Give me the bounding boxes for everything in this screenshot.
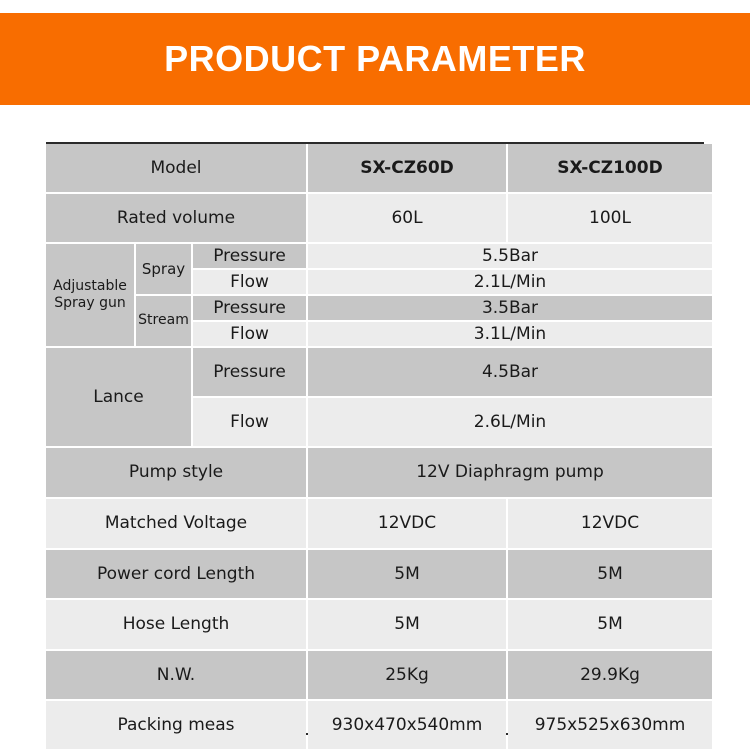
spray-flow-value: 2.1L/Min <box>308 270 712 294</box>
stream-pressure-value: 3.5Bar <box>308 296 712 320</box>
packing-meas-label: Packing meas <box>46 701 306 749</box>
net-weight-label: N.W. <box>46 651 306 699</box>
pump-style-label: Pump style <box>46 448 306 497</box>
spray-mode-label: Spray <box>136 244 191 294</box>
title-banner <box>0 13 750 105</box>
matched-voltage-label: Matched Voltage <box>46 499 306 548</box>
hose-length-label: Hose Length <box>46 600 306 649</box>
model-value-1: SX-CZ60D <box>308 144 506 192</box>
hose-length-value-2: 5M <box>508 600 712 649</box>
rated-volume-value-2: 100L <box>508 194 712 242</box>
lance-flow-label: Flow <box>193 398 306 446</box>
stream-flow-value: 3.1L/Min <box>308 322 712 346</box>
power-cord-label: Power cord Length <box>46 550 306 598</box>
page-title: PRODUCT PARAMETER <box>164 38 586 79</box>
parameter-table <box>46 142 704 735</box>
net-weight-value-2: 29.9Kg <box>508 651 712 699</box>
packing-meas-value-2: 975x525x630mm <box>508 701 712 749</box>
power-cord-value-1: 5M <box>308 550 506 598</box>
matched-voltage-value-2: 12VDC <box>508 499 712 548</box>
spray-pressure-label: Pressure <box>193 244 306 268</box>
stream-mode-label: Stream <box>136 296 191 346</box>
packing-meas-value-1: 930x470x540mm <box>308 701 506 749</box>
model-value-2: SX-CZ100D <box>508 144 712 192</box>
lance-flow-value: 2.6L/Min <box>308 398 712 446</box>
lance-pressure-value: 4.5Bar <box>308 348 712 396</box>
pump-style-value: 12V Diaphragm pump <box>308 448 712 497</box>
rated-volume-label: Rated volume <box>46 194 306 242</box>
stream-flow-label: Flow <box>193 322 306 346</box>
rated-volume-value-1: 60L <box>308 194 506 242</box>
hose-length-value-1: 5M <box>308 600 506 649</box>
lance-pressure-label: Pressure <box>193 348 306 396</box>
power-cord-value-2: 5M <box>508 550 712 598</box>
matched-voltage-value-1: 12VDC <box>308 499 506 548</box>
model-label: Model <box>46 144 306 192</box>
net-weight-value-1: 25Kg <box>308 651 506 699</box>
lance-label: Lance <box>46 348 191 446</box>
stream-pressure-label: Pressure <box>193 296 306 320</box>
spray-gun-label-line1: Adjustable <box>53 277 127 294</box>
spray-gun-label-line2: Spray gun <box>54 295 126 311</box>
spray-flow-label: Flow <box>193 270 306 294</box>
spray-pressure-value: 5.5Bar <box>308 244 712 268</box>
spray-gun-label <box>46 244 134 346</box>
